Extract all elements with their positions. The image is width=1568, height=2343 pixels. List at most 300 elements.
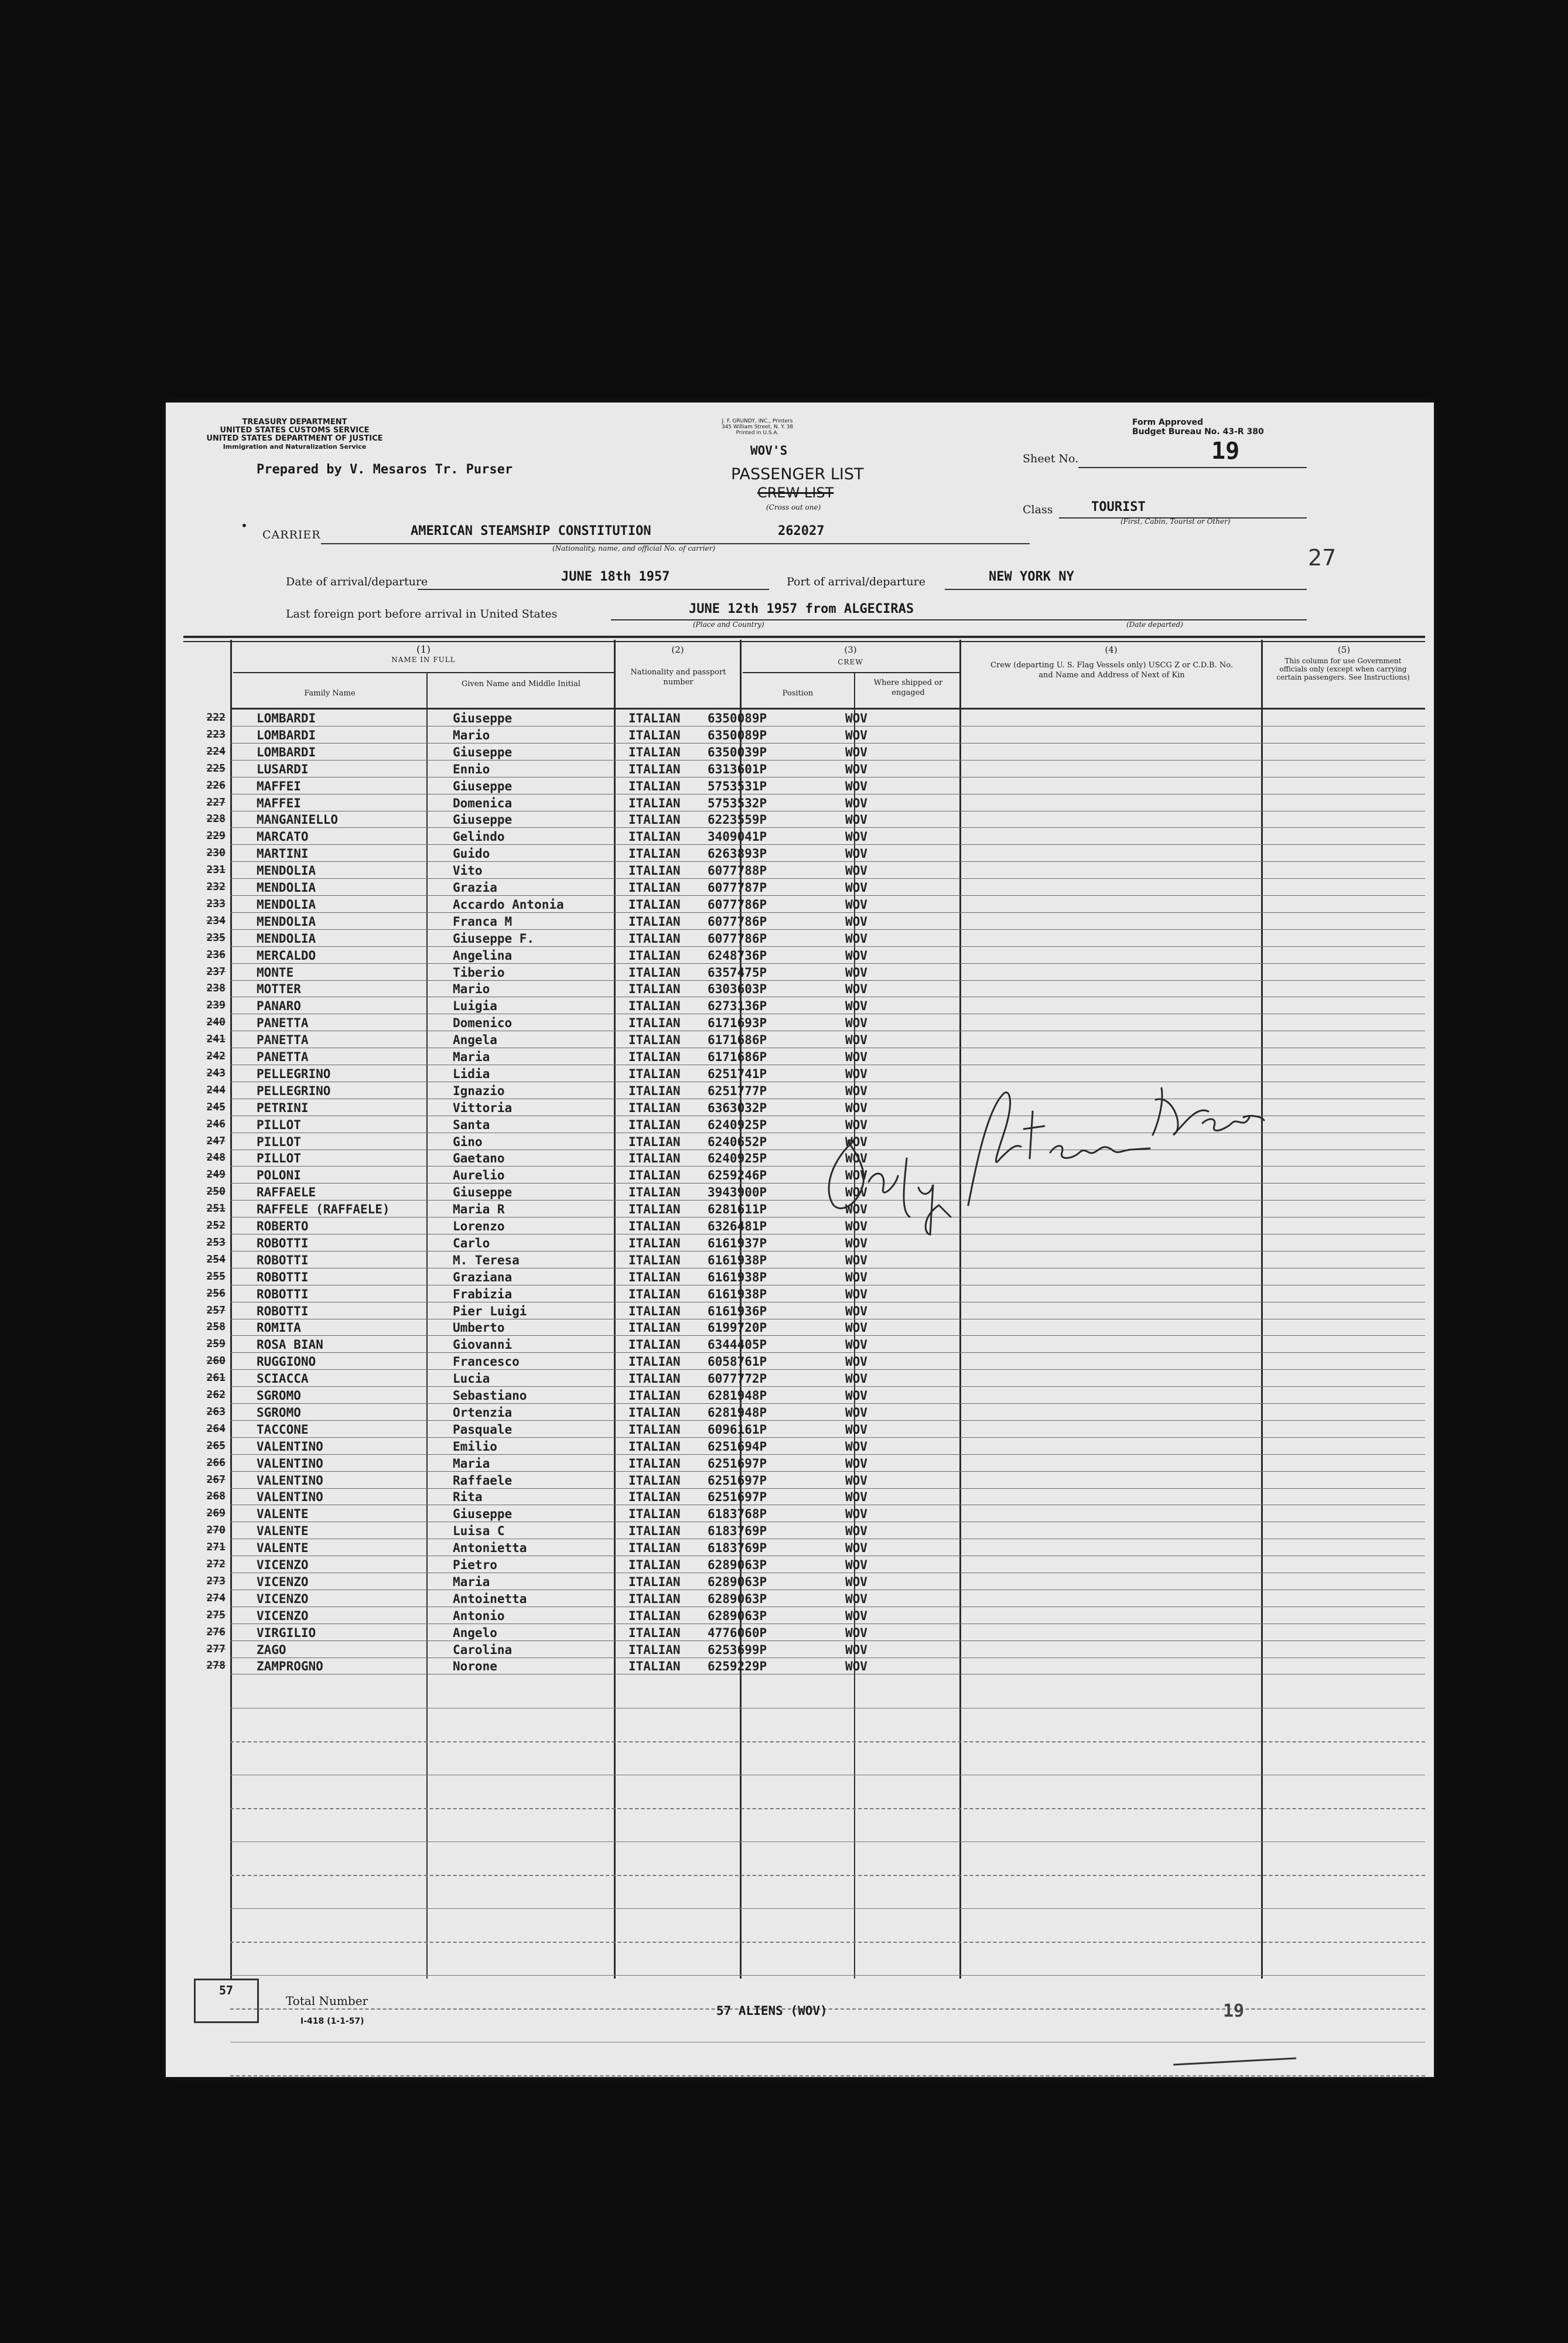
table-row xyxy=(166,1573,1434,1590)
row-number: 265 xyxy=(206,1439,226,1452)
position-header: Position xyxy=(782,689,814,698)
table-row xyxy=(166,744,1434,760)
shipped-code: WOV xyxy=(845,762,867,776)
sheet-number: 19 xyxy=(1211,438,1240,465)
given-name: Giuseppe xyxy=(453,813,513,827)
given-name: Tiberio xyxy=(453,965,505,980)
passport-number: 6251697P xyxy=(708,1490,767,1505)
shipped-header: Where shipped or engaged xyxy=(873,678,943,697)
family-name: LOMBARDI xyxy=(257,711,316,725)
shipped-code: WOV xyxy=(845,1050,867,1064)
col4-number: (4) xyxy=(1105,644,1118,655)
passport-number: 6313601P xyxy=(708,762,767,776)
given-name: Domenica xyxy=(453,796,513,810)
name-sub-rule xyxy=(233,672,614,673)
family-name: MENDOLIA xyxy=(257,897,316,912)
shipped-code: WOV xyxy=(845,1185,867,1200)
given-name: Sebastiano xyxy=(453,1389,527,1403)
given-name: Luigia xyxy=(453,999,497,1014)
col1-title: NAME IN FULL xyxy=(391,656,456,664)
dept-line: Immigration and Naturalization Service xyxy=(223,443,367,451)
family-name: ROBERTO xyxy=(257,1219,309,1233)
shipped-code: WOV xyxy=(845,1642,867,1657)
row-number: 261 xyxy=(206,1372,226,1384)
table-row xyxy=(166,1472,1434,1489)
passport-number: 6058761P xyxy=(708,1355,767,1369)
shipped-code: WOV xyxy=(845,1507,867,1522)
passport-number: 6077787P xyxy=(708,881,767,895)
passport-number: 6289063P xyxy=(708,1608,767,1623)
table-row xyxy=(166,1505,1434,1522)
passport-number: 6077786P xyxy=(708,914,767,929)
nationality: ITALIAN xyxy=(628,1625,681,1640)
family-name: MOTTER xyxy=(257,982,301,997)
passport-number: 6363032P xyxy=(708,1100,767,1115)
passport-number: 6259246P xyxy=(708,1168,767,1183)
crew-header: CREW xyxy=(838,658,863,666)
carrier-caption: (Nationality, name, and official No. of carrier) xyxy=(552,544,716,553)
footer-sheet-number: 19 xyxy=(1223,2001,1245,2021)
given-name: Pasquale xyxy=(453,1422,513,1437)
family-name: ZAGO xyxy=(257,1642,286,1657)
passport-number: 6350089P xyxy=(708,728,767,742)
form-approved xyxy=(1132,418,1264,436)
row-number: 253 xyxy=(206,1236,226,1249)
passport-number: 6251697P xyxy=(708,1456,767,1471)
row-number: 264 xyxy=(206,1422,226,1435)
date-label: Date of arrival/departure xyxy=(286,575,428,588)
shipped-code: WOV xyxy=(845,1016,867,1031)
family-name: VALENTINO xyxy=(257,1439,323,1454)
row-number: 277 xyxy=(206,1642,226,1655)
nationality: ITALIAN xyxy=(628,1253,681,1267)
nationality: ITALIAN xyxy=(628,1270,681,1284)
passport-number: 6171693P xyxy=(708,1016,767,1031)
shipped-code: WOV xyxy=(845,1202,867,1217)
nationality: ITALIAN xyxy=(628,965,681,980)
row-number: 255 xyxy=(206,1270,226,1283)
nationality: ITALIAN xyxy=(628,1338,681,1352)
given-name: Angela xyxy=(453,1033,497,1048)
family-name: RAFFAELE xyxy=(257,1185,316,1200)
shipped-code: WOV xyxy=(845,830,867,844)
prepared-by: Prepared by V. Mesaros Tr. Purser xyxy=(257,462,513,477)
passport-number: 6161938P xyxy=(708,1287,767,1301)
carrier-label: CARRIER xyxy=(262,528,321,541)
table-row xyxy=(166,727,1434,744)
row-number: 273 xyxy=(206,1574,226,1587)
family-name: MAFFEI xyxy=(257,796,301,810)
family-name: VALENTE xyxy=(257,1541,309,1556)
table-row xyxy=(166,1421,1434,1438)
given-name: Giuseppe xyxy=(453,745,513,759)
passport-number: 6326481P xyxy=(708,1219,767,1233)
table-row xyxy=(166,1641,1434,1658)
table-top-rule-2 xyxy=(183,641,1425,642)
nationality: ITALIAN xyxy=(628,1659,681,1674)
row-number: 243 xyxy=(206,1066,226,1079)
family-name: LOMBARDI xyxy=(257,728,316,742)
shipped-code: WOV xyxy=(845,1270,867,1284)
family-name: PANETTA xyxy=(257,1016,309,1031)
nationality: ITALIAN xyxy=(628,1016,681,1031)
family-name: VICENZO xyxy=(257,1574,309,1589)
given-name: Antonio xyxy=(453,1608,505,1623)
blank-row-rule xyxy=(230,2075,1425,2076)
table-row xyxy=(166,1607,1434,1624)
shipped-code: WOV xyxy=(845,931,867,946)
row-number: 266 xyxy=(206,1456,226,1469)
table-row xyxy=(166,1658,1434,1674)
nationality: ITALIAN xyxy=(628,1558,681,1572)
shipped-code: WOV xyxy=(845,914,867,929)
shipped-code: WOV xyxy=(845,1355,867,1369)
nationality: ITALIAN xyxy=(628,813,681,827)
passport-number: 3943900P xyxy=(708,1185,767,1200)
given-name: Mario xyxy=(453,728,490,742)
printer-line: Printed in U.S.A. xyxy=(736,430,779,436)
dept-line: TREASURY DEPARTMENT xyxy=(242,418,347,427)
printer-line: J. F. GRUNDY, INC., Printers xyxy=(722,418,793,424)
nationality: ITALIAN xyxy=(628,1456,681,1471)
row-number: 225 xyxy=(206,762,226,775)
passport-number: 6199720P xyxy=(708,1321,767,1335)
given-name: Antonietta xyxy=(453,1541,527,1556)
row-number: 226 xyxy=(206,779,226,792)
nationality: ITALIAN xyxy=(628,779,681,793)
row-number: 262 xyxy=(206,1389,226,1401)
last-port-value: JUNE 12th 1957 from ALGECIRAS xyxy=(689,602,914,616)
row-number: 269 xyxy=(206,1507,226,1520)
family-name: PANARO xyxy=(257,999,301,1014)
given-name: Guido xyxy=(453,847,490,861)
crew-sub-rule xyxy=(743,672,959,673)
shipped-code: WOV xyxy=(845,1422,867,1437)
table-row xyxy=(166,1590,1434,1607)
table-row xyxy=(166,1336,1434,1353)
nationality: ITALIAN xyxy=(628,1304,681,1318)
shipped-code: WOV xyxy=(845,1100,867,1115)
family-name: VIRGILIO xyxy=(257,1625,316,1640)
nationality: ITALIAN xyxy=(628,847,681,861)
form-approved-text: Form Approved xyxy=(1132,418,1204,427)
given-name: Lucia xyxy=(453,1372,490,1386)
family-name: VALENTE xyxy=(257,1524,309,1539)
given-name: Santa xyxy=(453,1117,490,1132)
nationality: ITALIAN xyxy=(628,999,681,1014)
nationality: ITALIAN xyxy=(628,1050,681,1064)
given-name: Maria xyxy=(453,1456,490,1471)
passport-number: 3409041P xyxy=(708,830,767,844)
shipped-code: WOV xyxy=(845,1287,867,1301)
shipped-code: WOV xyxy=(845,864,867,878)
shipped-code: WOV xyxy=(845,847,867,861)
family-name: MENDOLIA xyxy=(257,881,316,895)
table-row xyxy=(166,777,1434,794)
row-number: 256 xyxy=(206,1287,226,1300)
table-row xyxy=(166,964,1434,981)
given-header: Given Name and Middle Initial xyxy=(462,680,580,688)
family-name: RUGGIONO xyxy=(257,1355,316,1369)
passport-number: 6183769P xyxy=(708,1524,767,1539)
shipped-code: WOV xyxy=(845,1608,867,1623)
table-row xyxy=(166,760,1434,777)
table-row xyxy=(166,811,1434,828)
table-row xyxy=(166,1438,1434,1455)
family-name: ROBOTTI xyxy=(257,1287,309,1301)
passport-number: 6251697P xyxy=(708,1473,767,1488)
given-name: Maria R xyxy=(453,1202,505,1217)
sheet-line xyxy=(1078,451,1307,468)
nationality: ITALIAN xyxy=(628,1608,681,1623)
total-box xyxy=(194,1979,259,2023)
shipped-code: WOV xyxy=(845,1134,867,1149)
passenger-list-sheet xyxy=(166,403,1434,2077)
passport-number: 6281948P xyxy=(708,1405,767,1420)
budget-text: Budget Bureau No. 43-R 380 xyxy=(1132,427,1264,436)
shipped-code: WOV xyxy=(845,1236,867,1250)
shipped-code: WOV xyxy=(845,1219,867,1233)
table-row xyxy=(166,1319,1434,1336)
passport-number: 6248736P xyxy=(708,948,767,963)
crew-list-title: CREW LIST xyxy=(757,485,834,501)
nationality: ITALIAN xyxy=(628,881,681,895)
family-name: LUSARDI xyxy=(257,762,309,776)
table-row xyxy=(166,1624,1434,1641)
family-name: SCIACCA xyxy=(257,1372,309,1386)
row-number: 228 xyxy=(206,813,226,826)
shipped-code: WOV xyxy=(845,948,867,963)
given-name: Vittoria xyxy=(453,1100,513,1115)
given-name: Antoinetta xyxy=(453,1591,527,1606)
wov-mark: WOV'S xyxy=(750,444,788,458)
port-value: NEW YORK NY xyxy=(989,569,1074,584)
table-row xyxy=(166,1370,1434,1387)
passport-number: 6171686P xyxy=(708,1050,767,1064)
family-name: ROMITA xyxy=(257,1321,301,1335)
row-number: 234 xyxy=(206,914,226,927)
nationality: ITALIAN xyxy=(628,1574,681,1589)
passport-number: 6357475P xyxy=(708,965,767,980)
family-header: Family Name xyxy=(304,689,356,698)
nationality: ITALIAN xyxy=(628,1117,681,1132)
given-name: Francesco xyxy=(453,1355,520,1369)
row-number: 237 xyxy=(206,965,226,978)
col1-header xyxy=(233,645,614,665)
table-row xyxy=(166,794,1434,811)
nationality: ITALIAN xyxy=(628,830,681,844)
nationality: ITALIAN xyxy=(628,1083,681,1098)
printer-line: 345 William Street, N. Y. 38 xyxy=(721,424,794,430)
passport-number: 6350039P xyxy=(708,745,767,759)
passport-number: 6096161P xyxy=(708,1422,767,1437)
nationality: ITALIAN xyxy=(628,796,681,810)
row-number: 233 xyxy=(206,897,226,910)
sheet-label: Sheet No. xyxy=(1023,452,1079,465)
row-number: 224 xyxy=(206,745,226,758)
table-row xyxy=(166,845,1434,862)
family-name: ZAMPROGNO xyxy=(257,1659,323,1674)
passport-number: 6161936P xyxy=(708,1304,767,1318)
shipped-code: WOV xyxy=(845,796,867,810)
class-label: Class xyxy=(1023,503,1053,516)
family-name: SGROMO xyxy=(257,1389,301,1403)
given-name: Aurelio xyxy=(453,1168,505,1183)
passport-number: 4776060P xyxy=(708,1625,767,1640)
nationality: ITALIAN xyxy=(628,948,681,963)
passport-number: 5753531P xyxy=(708,779,767,793)
printer-block xyxy=(713,418,801,436)
nationality: ITALIAN xyxy=(628,1321,681,1335)
passport-number: 6289063P xyxy=(708,1558,767,1572)
given-name: Pier Luigi xyxy=(453,1304,527,1318)
row-number: 222 xyxy=(206,711,226,724)
row-number: 236 xyxy=(206,948,226,961)
blank-row-rule xyxy=(230,1741,1425,1742)
table-row xyxy=(166,896,1434,913)
row-number: 223 xyxy=(206,728,226,741)
passport-number: 6161938P xyxy=(708,1270,767,1284)
row-number: 241 xyxy=(206,1033,226,1046)
table-row xyxy=(166,1539,1434,1556)
passport-number: 5753532P xyxy=(708,796,767,810)
shipped-code: WOV xyxy=(845,1524,867,1539)
nationality: ITALIAN xyxy=(628,1507,681,1522)
family-name: MONTE xyxy=(257,965,294,980)
bullet: • xyxy=(241,519,248,533)
shipped-code: WOV xyxy=(845,1033,867,1048)
table-row xyxy=(166,930,1434,947)
shipped-code: WOV xyxy=(845,982,867,997)
blank-row-rule xyxy=(230,1908,1425,1909)
family-name: VALENTINO xyxy=(257,1473,323,1488)
given-name: Lidia xyxy=(453,1066,490,1081)
given-name: Gelindo xyxy=(453,830,505,844)
given-name: Giuseppe xyxy=(453,711,513,725)
nationality: ITALIAN xyxy=(628,1066,681,1081)
shipped-code: WOV xyxy=(845,1338,867,1352)
passport-number: 6259229P xyxy=(708,1659,767,1674)
family-name: VALENTINO xyxy=(257,1490,323,1505)
given-name: Emilio xyxy=(453,1439,497,1454)
row-number: 246 xyxy=(206,1117,226,1130)
nationality: ITALIAN xyxy=(628,1405,681,1420)
col5-header: This column for use Government officials only (except when carrying certain passengers. See Instructions) xyxy=(1276,657,1410,681)
given-name: Luisa C xyxy=(453,1524,505,1539)
passenger-list-title: PASSENGER LIST xyxy=(731,465,864,483)
nationality: ITALIAN xyxy=(628,711,681,725)
given-name: Pietro xyxy=(453,1558,497,1572)
row-number: 238 xyxy=(206,982,226,995)
given-name: Graziana xyxy=(453,1270,513,1284)
row-number: 248 xyxy=(206,1151,226,1164)
shipped-code: WOV xyxy=(845,813,867,827)
table-row xyxy=(166,1522,1434,1539)
row-number: 245 xyxy=(206,1100,226,1113)
shipped-code: WOV xyxy=(845,1473,867,1488)
blank-row-rule xyxy=(230,1808,1425,1809)
given-name: Ignazio xyxy=(453,1083,505,1098)
family-name: ROBOTTI xyxy=(257,1270,309,1284)
given-name: Frabizia xyxy=(453,1287,513,1301)
table-row xyxy=(166,1488,1434,1505)
nationality: ITALIAN xyxy=(628,864,681,878)
nationality: ITALIAN xyxy=(628,1287,681,1301)
family-name: SGROMO xyxy=(257,1405,301,1420)
row-number: 232 xyxy=(206,881,226,893)
given-name: Giovanni xyxy=(453,1338,513,1352)
family-name: PILLOT xyxy=(257,1134,301,1149)
given-name: Domenico xyxy=(453,1016,513,1031)
row-number: 252 xyxy=(206,1219,226,1232)
table-top-rule xyxy=(183,636,1425,638)
given-name: Gino xyxy=(453,1134,483,1149)
family-name: VICENZO xyxy=(257,1608,309,1623)
total-label: Total Number xyxy=(286,1994,368,2008)
nationality: ITALIAN xyxy=(628,1372,681,1386)
col5-number: (5) xyxy=(1337,644,1351,655)
table-row xyxy=(166,1014,1434,1031)
nationality: ITALIAN xyxy=(628,1591,681,1606)
given-name: Franca M xyxy=(453,914,513,929)
shipped-code: WOV xyxy=(845,1066,867,1081)
class-caption: (First, Cabin, Tourist or Other) xyxy=(1121,517,1231,526)
nationality-header: Nationality and passport number xyxy=(630,668,726,687)
passport-number: 6171686P xyxy=(708,1033,767,1048)
passport-number: 6240925P xyxy=(708,1151,767,1166)
given-name: M. Teresa xyxy=(453,1253,520,1267)
row-number: 257 xyxy=(206,1304,226,1317)
nationality: ITALIAN xyxy=(628,1236,681,1250)
nationality: ITALIAN xyxy=(628,762,681,776)
row-number: 258 xyxy=(206,1321,226,1334)
nationality: ITALIAN xyxy=(628,1524,681,1539)
aliens-summary: 57 ALIENS (WOV) xyxy=(716,2004,828,2018)
passport-number: 6281948P xyxy=(708,1389,767,1403)
family-name: RAFFELE (RAFFAELE) xyxy=(257,1202,390,1217)
table-row xyxy=(166,1251,1434,1268)
nationality: ITALIAN xyxy=(628,1219,681,1233)
nationality: ITALIAN xyxy=(628,1422,681,1437)
given-name: Norone xyxy=(453,1659,497,1674)
table-row xyxy=(166,1285,1434,1302)
family-name: PILLOT xyxy=(257,1151,301,1166)
table-row xyxy=(166,1387,1434,1404)
last-port-caption: (Place and Country) xyxy=(693,620,764,629)
col1-number: (1) xyxy=(416,644,431,656)
shipped-code: WOV xyxy=(845,1541,867,1556)
family-name: LOMBARDI xyxy=(257,745,316,759)
blank-row-rule xyxy=(230,1975,1425,1976)
nationality: ITALIAN xyxy=(628,1033,681,1048)
row-number: 270 xyxy=(206,1524,226,1537)
row-number: 263 xyxy=(206,1405,226,1418)
given-name: Carlo xyxy=(453,1236,490,1250)
family-name: PANETTA xyxy=(257,1033,309,1048)
family-name: ROBOTTI xyxy=(257,1253,309,1267)
row-number: 272 xyxy=(206,1558,226,1570)
shipped-code: WOV xyxy=(845,711,867,725)
table-row xyxy=(166,1556,1434,1573)
family-name: PETRINI xyxy=(257,1100,309,1115)
row-number: 227 xyxy=(206,796,226,809)
given-name: Lorenzo xyxy=(453,1219,505,1233)
table-row xyxy=(166,1455,1434,1472)
form-number: I-418 (1-1-57) xyxy=(300,2017,364,2026)
given-name: Giuseppe xyxy=(453,1185,513,1200)
passport-number: 6263893P xyxy=(708,847,767,861)
shipped-code: WOV xyxy=(845,881,867,895)
